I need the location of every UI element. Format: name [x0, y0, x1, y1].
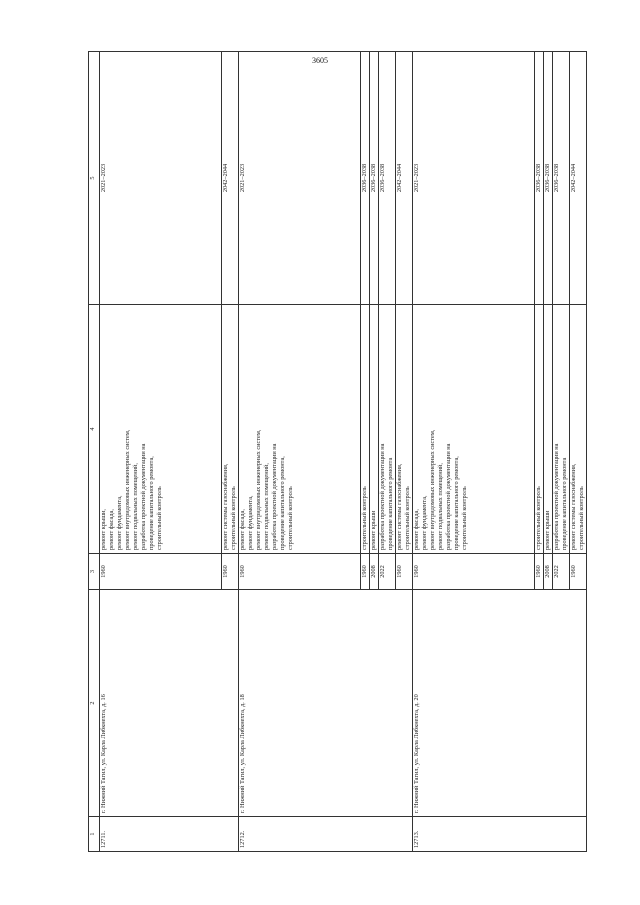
period-cell: 2042–2044 [396, 52, 413, 305]
page-number: 3605 [312, 56, 328, 65]
work-item: строительный контроль [404, 486, 411, 550]
work-item: проведение капитального ремонта [387, 457, 394, 550]
address-cell: г. Нижний Тагил, ул. Карла Либкнехта, д. 16 [100, 590, 239, 817]
work-item: ремонт фасада, [239, 509, 246, 550]
work-item: строительный контроль [230, 486, 237, 550]
work-item: ремонт внутридомовых инженерных систем, [124, 429, 131, 550]
work-item: строительный контроль [287, 486, 294, 550]
work-item: ремонт крыши [544, 510, 551, 550]
year-cell: 2008 [370, 554, 379, 590]
works-cell [553, 305, 570, 554]
work-item: ремонт системы газоснабжения, [570, 463, 577, 550]
period-cell: 2036–2038 [379, 52, 396, 305]
column-number-row [89, 52, 100, 852]
works-cell [100, 305, 222, 554]
work-item: проведение капитального ремонта [561, 457, 568, 550]
year-cell: 1960 [239, 554, 361, 590]
year-cell: 1960 [396, 554, 413, 590]
period-cell: 2036–2038 [544, 52, 553, 305]
year-cell: 1960 [413, 554, 535, 590]
column-header-4: 4 [89, 305, 100, 554]
table-row [239, 52, 361, 852]
work-item: проведение капитального ремонта, [148, 456, 155, 550]
work-item: ремонт крыши, [100, 508, 107, 550]
year-cell: 2022 [553, 554, 570, 590]
column-header-2: 2 [89, 590, 100, 817]
row-number: 12711. [100, 817, 239, 852]
address-cell: г. Нижний Тагил, ул. Карла Либкнехта, д. 20 [413, 590, 587, 817]
work-item: ремонт системы газоснабжения, [396, 463, 403, 550]
work-item: строительный контроль [361, 486, 368, 550]
year-cell: 2008 [544, 554, 553, 590]
period-cell: 2036–2038 [361, 52, 370, 305]
works-cell [361, 305, 370, 554]
work-item: ремонт системы газоснабжения, [222, 463, 229, 550]
period-cell: 2036–2038 [553, 52, 570, 305]
works-cell [396, 305, 413, 554]
column-header-1: 1 [89, 817, 100, 852]
period-cell: 2036–2038 [535, 52, 544, 305]
table-row [100, 52, 222, 852]
works-cell [535, 305, 544, 554]
row-number: 12712. [239, 817, 413, 852]
repair-schedule-table [88, 51, 587, 852]
work-item: ремонт фундамента, [247, 495, 254, 550]
table-body [100, 52, 587, 852]
period-cell: 2021–2023 [413, 52, 535, 305]
work-item: строительный контроль [461, 486, 468, 550]
column-header-5: 5 [89, 52, 100, 305]
works-cell [370, 305, 379, 554]
work-item: ремонт внутридомовых инженерных систем, [429, 429, 436, 550]
work-item: проведение капитального ремонта, [453, 456, 460, 550]
works-cell [544, 305, 553, 554]
work-item: разработка проектной документации на [553, 443, 560, 550]
year-cell: 1960 [570, 554, 587, 590]
period-cell: 2021–2023 [239, 52, 361, 305]
work-item: разработка проектной документации на [445, 443, 452, 550]
period-cell: 2042–2044 [570, 52, 587, 305]
rotated-table-container [88, 87, 585, 852]
work-item: ремонт фасада, [413, 509, 420, 550]
work-item: ремонт фундамента, [421, 495, 428, 550]
period-cell: 2036–2038 [370, 52, 379, 305]
year-cell: 1960 [100, 554, 222, 590]
work-item: строительный контроль [156, 486, 163, 550]
work-item: строительный контроль [578, 486, 585, 550]
work-item: ремонт фасада, [108, 509, 115, 550]
year-cell: 1960 [535, 554, 544, 590]
year-cell: 1960 [361, 554, 370, 590]
work-item: ремонт подвальных помещений, [437, 463, 444, 550]
row-number: 12713. [413, 817, 587, 852]
work-item: строительный контроль [535, 486, 542, 550]
period-cell: 2042–2044 [222, 52, 239, 305]
work-item: проведение капитального ремонта, [279, 456, 286, 550]
period-cell: 2021–2023 [100, 52, 222, 305]
year-cell: 1960 [222, 554, 239, 590]
works-cell [222, 305, 239, 554]
year-cell: 2022 [379, 554, 396, 590]
work-item: ремонт фундамента, [116, 495, 123, 550]
table-row [413, 52, 535, 852]
work-item: разработка проектной документации на [379, 443, 386, 550]
work-item: ремонт подвальных помещений, [132, 463, 139, 550]
work-item: ремонт подвальных помещений, [263, 463, 270, 550]
works-cell [239, 305, 361, 554]
works-cell [413, 305, 535, 554]
work-item: ремонт крыши [370, 510, 377, 550]
work-item: разработка проектной документации на [271, 443, 278, 550]
works-cell [379, 305, 396, 554]
works-cell [570, 305, 587, 554]
work-item: ремонт внутридомовых инженерных систем, [255, 429, 262, 550]
column-header-3: 3 [89, 554, 100, 590]
work-item: разработка проектной документации на [140, 443, 147, 550]
address-cell: г. Нижний Тагил, ул. Карла Либкнехта, д. 18 [239, 590, 413, 817]
